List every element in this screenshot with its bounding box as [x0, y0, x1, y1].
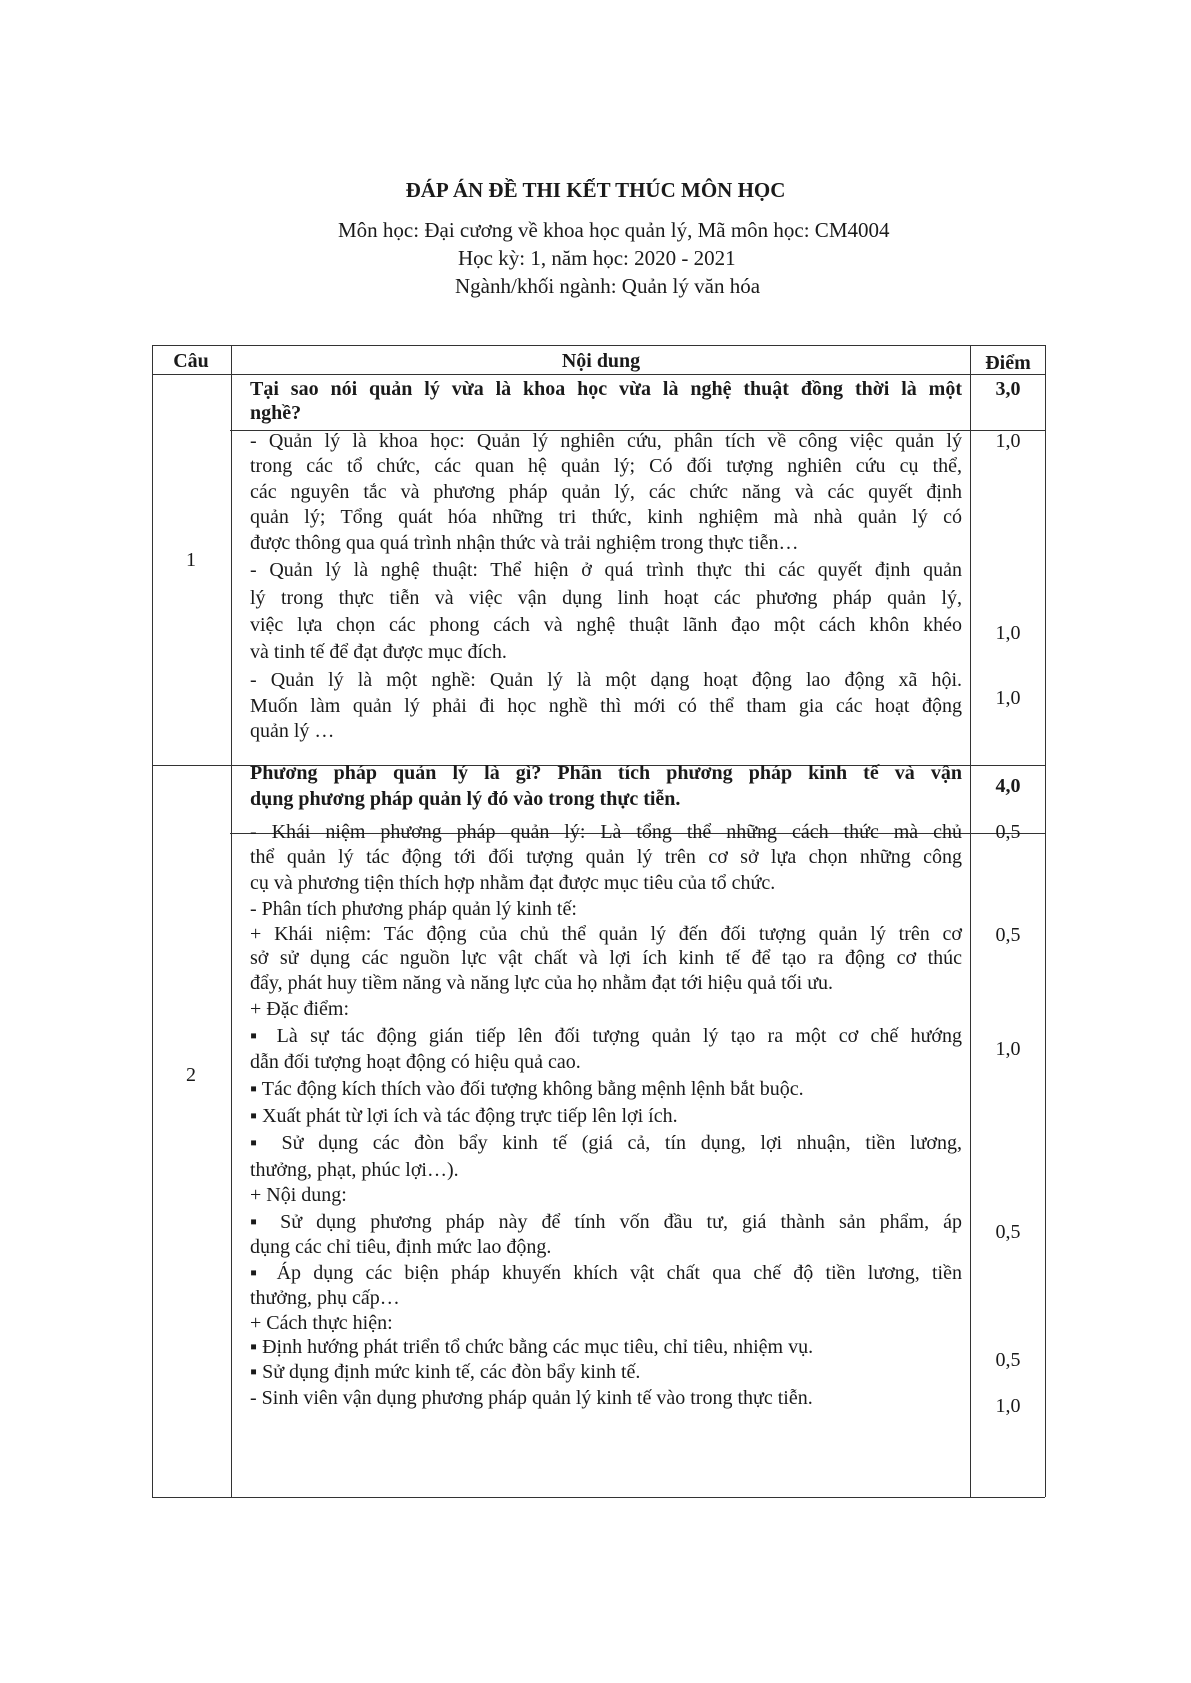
table-border [970, 345, 971, 1497]
score-value: 1,0 [995, 1395, 1021, 1417]
question-total-score: 3,0 [995, 378, 1021, 400]
answer-line: + Đặc điểm: [250, 998, 350, 1020]
answer-line: Muốn làm quản lý phải đi học nghề thì mới có thể tham gia các hoạt động [250, 695, 962, 717]
answer-line: việc lựa chọn các phong cách và nghệ thuật lãnh đạo một cách khôn khéo [250, 614, 962, 636]
score-value: 1,0 [995, 1038, 1021, 1060]
answer-line: ▪ Tác động kích thích vào đối tượng không bằng mệnh lệnh bắt buộc. [250, 1078, 804, 1100]
answer-line: thể quản lý tác động tới đối tượng quản lý trên cơ sở lựa chọn những công [250, 846, 962, 868]
answer-line: - Quản lý là nghệ thuật: Thể hiện ở quá trình thực thi các quyết định quản [250, 559, 962, 581]
answer-line: ▪ Sử dụng phương pháp này để tính vốn đầu tư, giá thành sản phẩm, áp [250, 1211, 962, 1233]
answer-line: dụng các chỉ tiêu, định mức lao động. [250, 1236, 552, 1258]
score-value: 0,5 [995, 1221, 1021, 1243]
subject-line: Môn học: Đại cương về khoa học quản lý, Mã môn học: CM4004 [338, 218, 890, 242]
answer-line: + Khái niệm: Tác động của chủ thể quản lý đến đối tượng quản lý trên cơ [250, 923, 962, 945]
table-border [152, 345, 153, 1497]
answer-line: cụ và phương tiện thích hợp nhằm đạt được mục tiêu của tổ chức. [250, 872, 776, 894]
answer-line: - Sinh viên vận dụng phương pháp quản lý kinh tế vào trong thực tiễn. [250, 1387, 813, 1409]
answer-line: trong các tổ chức, các quan hệ quản lý; Có đối tượng nghiên cứu cụ thể, [250, 455, 962, 477]
document-title: ĐÁP ÁN ĐỀ THI KẾT THÚC MÔN HỌC [405, 178, 786, 202]
score-value: 1,0 [995, 430, 1021, 452]
answer-line: ▪ Là sự tác động gián tiếp lên đối tượng quản lý tạo ra một cơ chế hướng [250, 1025, 962, 1047]
score-value: 1,0 [995, 687, 1021, 709]
answer-line: - Khái niệm phương pháp quản lý: Là tổng thể những cách thức mà chủ [250, 821, 962, 843]
table-border [152, 374, 1045, 375]
header-content: Nội dung [561, 350, 641, 372]
answer-line: ▪ Áp dụng các biện pháp khuyến khích vật chất qua chế độ tiền lương, tiền [250, 1262, 962, 1284]
question-number: 1 [186, 549, 196, 571]
table-border [231, 345, 232, 1497]
answer-line: ▪ Định hướng phát triển tổ chức bằng các mục tiêu, chỉ tiêu, nhiệm vụ. [250, 1336, 814, 1358]
answer-line: các nguyên tắc và phương pháp quản lý, các chức năng và các quyết định [250, 481, 962, 503]
answer-line: - Quản lý là khoa học: Quản lý nghiên cứu, phân tích về công việc quản lý [250, 430, 962, 452]
answer-line: thưởng, phạt, phúc lợi…). [250, 1159, 459, 1181]
table-border [152, 345, 1045, 346]
answer-line: ▪ Sử dụng các đòn bẩy kinh tế (giá cả, tín dụng, lợi nhuận, tiền lương, [250, 1132, 962, 1154]
answer-line: và tinh tế để đạt được mục đích. [250, 641, 507, 663]
answer-line: - Phân tích phương pháp quản lý kinh tế: [250, 898, 577, 920]
table-border [1045, 345, 1046, 1497]
answer-line: quản lý; Tổng quát hóa những tri thức, kinh nghiệm mà nhà quản lý có [250, 506, 962, 528]
answer-line: quản lý … [250, 720, 335, 742]
answer-line: lý trong thực tiễn và việc vận dụng linh hoạt các phương pháp quản lý, [250, 587, 962, 609]
answer-line: - Quản lý là một nghề: Quản lý là một dạng hoạt động lao động xã hội. [250, 669, 962, 691]
answer-line: ▪ Xuất phát từ lợi ích và tác động trực tiếp lên lợi ích. [250, 1105, 678, 1127]
score-value: 1,0 [995, 622, 1021, 644]
question-title-line: nghề? [250, 402, 302, 424]
answer-line: + Cách thực hiện: [250, 1312, 393, 1334]
question-title-line: Tại sao nói quản lý vừa là khoa học vừa là nghệ thuật đồng thời là một [250, 378, 962, 400]
semester-line: Học kỳ: 1, năm học: 2020 - 2021 [458, 246, 736, 270]
answer-line: ▪ Sử dụng định mức kinh tế, các đòn bẩy kinh tế. [250, 1361, 641, 1383]
answer-line: + Nội dung: [250, 1184, 347, 1206]
table-border [152, 1497, 1045, 1498]
answer-line: dẫn đối tượng hoạt động có hiệu quả cao. [250, 1051, 581, 1073]
question-total-score: 4,0 [995, 775, 1021, 797]
answer-line: sở sử dụng các nguồn lực vật chất và lợi ích kinh tế để tạo ra động cơ thúc [250, 947, 962, 969]
question-title-line: dụng phương pháp quản lý đó vào trong thực tiễn. [250, 788, 681, 810]
score-value: 0,5 [995, 821, 1021, 843]
answer-line: được thông qua quá trình nhận thức và trải nghiệm trong thực tiễn… [250, 532, 799, 554]
question-title-line: Phương pháp quản lý là gì? Phân tích phương pháp kinh tế và vận [250, 762, 962, 784]
question-number: 2 [186, 1064, 196, 1086]
answer-line: đẩy, phát huy tiềm năng và năng lực của họ nhằm đạt tới hiệu quả tối ưu. [250, 972, 834, 994]
header-score: Điểm [985, 352, 1031, 374]
major-line: Ngành/khối ngành: Quản lý văn hóa [455, 274, 761, 298]
answer-line: thưởng, phụ cấp… [250, 1287, 400, 1309]
score-value: 0,5 [995, 1349, 1021, 1371]
score-value: 0,5 [995, 924, 1021, 946]
header-question: Câu [173, 350, 209, 372]
